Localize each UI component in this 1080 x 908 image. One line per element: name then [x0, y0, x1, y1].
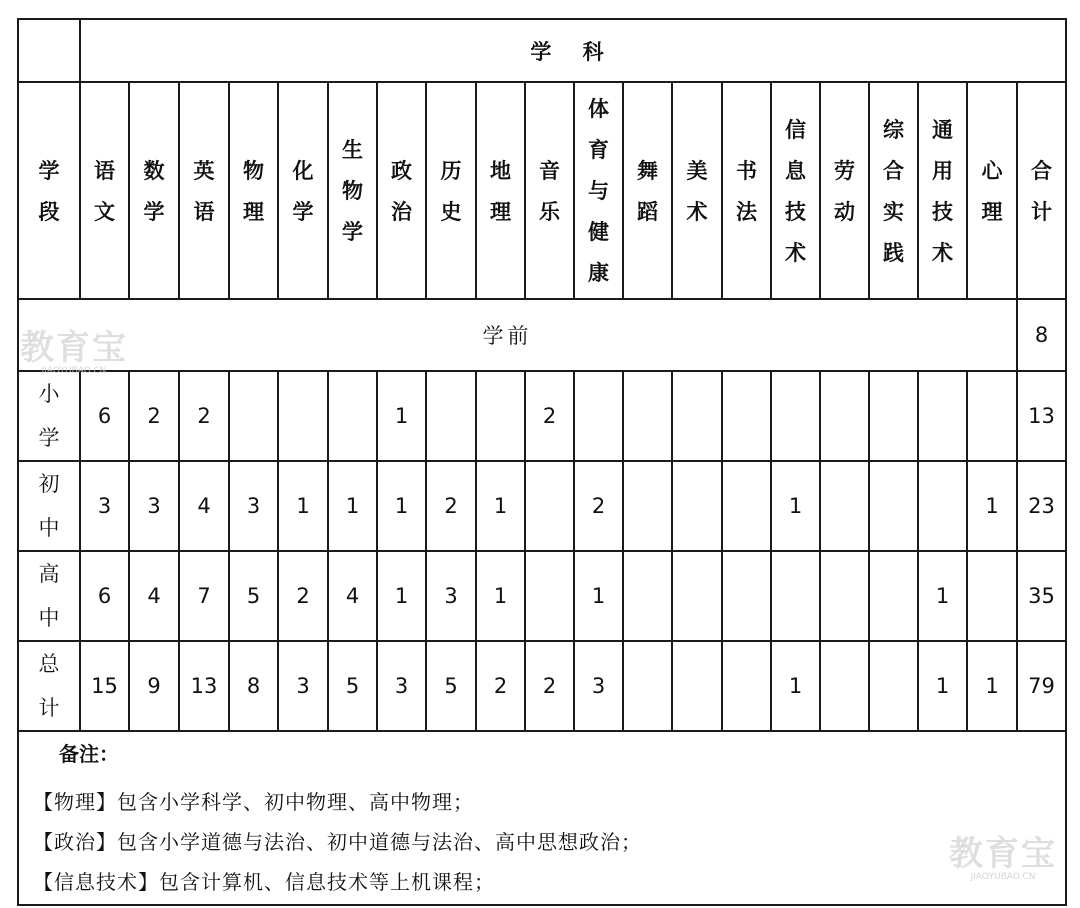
table-cell — [672, 461, 722, 551]
subject-header — [722, 82, 771, 299]
table-cell — [623, 641, 672, 731]
table-cell — [771, 371, 820, 461]
table-cell: 1 — [377, 371, 426, 461]
table-cell: 2 — [129, 371, 179, 461]
stage-header — [18, 82, 80, 299]
subject-header — [672, 82, 722, 299]
table-cell: 2 — [278, 551, 328, 641]
stage-cell — [18, 461, 80, 551]
table-title: 学 科 — [80, 19, 1066, 82]
subject-header — [967, 82, 1017, 299]
table-cell — [328, 371, 377, 461]
note-line: 【信息技术】包含计算机、信息技术等上机课程； — [33, 870, 495, 894]
subject-header — [525, 82, 574, 299]
table-cell: 1 — [476, 461, 525, 551]
table-cell: 3 — [426, 551, 476, 641]
table-cell — [967, 551, 1017, 641]
table-cell — [722, 461, 771, 551]
table-cell: 6 — [80, 551, 129, 641]
watermark-domain: JIAOYUBAO.CN — [970, 872, 1036, 882]
table-cell: 5 — [426, 641, 476, 731]
notes-cell — [18, 731, 1066, 905]
table-cell — [869, 371, 918, 461]
table-cell — [771, 551, 820, 641]
watermark-brand: 教育宝 — [20, 328, 128, 368]
table-cell: 2 — [525, 641, 574, 731]
subject-header-label: 舞蹈 — [637, 157, 658, 224]
table-cell: 6 — [80, 371, 129, 461]
table-cell — [869, 551, 918, 641]
subject-header — [623, 82, 672, 299]
stage-cell — [18, 641, 80, 731]
subject-header-label: 体育与健康 — [588, 96, 609, 285]
table-cell — [426, 371, 476, 461]
subject-header — [574, 82, 623, 299]
table-cell: 1 — [771, 641, 820, 731]
table-cell — [722, 641, 771, 731]
subject-header-label: 音乐 — [539, 157, 560, 224]
subject-header-label: 语文 — [94, 157, 115, 224]
watermark-brand: 教育宝 — [949, 834, 1057, 874]
subject-header-label: 地理 — [490, 157, 511, 224]
table-cell: 2 — [476, 641, 525, 731]
table-cell: 1 — [377, 461, 426, 551]
table-cell — [869, 461, 918, 551]
preschool-row — [18, 299, 1066, 371]
subject-header — [377, 82, 426, 299]
table-cell: 4 — [179, 461, 229, 551]
subject-header — [179, 82, 229, 299]
table-cell — [672, 641, 722, 731]
table-cell: 1 — [328, 461, 377, 551]
table-cell — [820, 371, 869, 461]
subject-header-label: 英语 — [193, 157, 215, 224]
subject-header-label: 历史 — [440, 157, 462, 224]
subject-header — [771, 82, 820, 299]
table-row — [18, 551, 1066, 641]
table-cell: 1 — [967, 461, 1017, 551]
table-cell — [820, 461, 869, 551]
table-cell: 2 — [574, 461, 623, 551]
subject-header-label: 政治 — [391, 157, 412, 224]
subject-header-label: 合计 — [1031, 157, 1052, 224]
table-cell — [623, 371, 672, 461]
table-cell: 5 — [328, 641, 377, 731]
subject-header-label: 心理 — [981, 157, 1003, 224]
table-cell: 23 — [1017, 461, 1066, 551]
stage-cell — [18, 371, 80, 461]
stage-cell — [18, 551, 80, 641]
stage-label: 小学 — [38, 382, 60, 450]
subject-header — [426, 82, 476, 299]
table-cell: 13 — [1017, 371, 1066, 461]
table-cell: 3 — [129, 461, 179, 551]
table-cell: 1 — [377, 551, 426, 641]
table-cell — [967, 371, 1017, 461]
notes-row — [18, 731, 1066, 905]
subject-header-label: 综合实践 — [883, 116, 904, 265]
table-cell: 3 — [377, 641, 426, 731]
table-cell: 7 — [179, 551, 229, 641]
table-cell — [525, 461, 574, 551]
watermark-right — [946, 836, 1060, 882]
notes-title: 备注： — [59, 742, 119, 766]
table-cell: 1 — [278, 461, 328, 551]
table-cell — [525, 551, 574, 641]
table-row — [18, 461, 1066, 551]
table-cell: 9 — [129, 641, 179, 731]
table-cell: 3 — [229, 461, 278, 551]
subject-header — [229, 82, 278, 299]
table-cell: 8 — [229, 641, 278, 731]
table-cell — [229, 371, 278, 461]
stage-label: 初中 — [38, 472, 60, 540]
table-cell — [918, 461, 967, 551]
subject-header — [918, 82, 967, 299]
preschool-total: 8 — [1017, 299, 1066, 371]
table-row — [18, 641, 1066, 731]
subject-header-label: 化学 — [292, 157, 314, 224]
watermark-left — [18, 330, 130, 376]
table-cell — [278, 371, 328, 461]
subject-header-label: 通用技术 — [932, 116, 953, 265]
table-cell: 3 — [80, 461, 129, 551]
stage-header-label: 学段 — [38, 157, 60, 224]
table-cell: 1 — [918, 641, 967, 731]
subject-header — [80, 82, 129, 299]
table-cell: 1 — [967, 641, 1017, 731]
subject-header-label: 书法 — [736, 157, 757, 224]
subject-header — [476, 82, 525, 299]
table-cell: 3 — [278, 641, 328, 731]
watermark-domain: JIAOYUBAO.CN — [41, 366, 107, 376]
table-cell — [722, 371, 771, 461]
table-cell: 13 — [179, 641, 229, 731]
table-cell: 1 — [574, 551, 623, 641]
subject-header-label: 美术 — [686, 157, 708, 224]
table-row — [18, 371, 1066, 461]
subject-header — [869, 82, 918, 299]
table-cell: 35 — [1017, 551, 1066, 641]
table-cell — [672, 371, 722, 461]
subject-header — [129, 82, 179, 299]
preschool-label: 学前 — [18, 299, 1017, 371]
table-cell: 5 — [229, 551, 278, 641]
table-cell: 2 — [525, 371, 574, 461]
table-cell: 1 — [771, 461, 820, 551]
subject-header-label: 数学 — [143, 157, 165, 224]
table-cell: 2 — [179, 371, 229, 461]
table-cell: 3 — [574, 641, 623, 731]
table-cell — [820, 551, 869, 641]
subject-header-label: 物理 — [243, 157, 264, 224]
stage-label: 总计 — [38, 652, 60, 720]
table-cell — [869, 641, 918, 731]
table-cell: 15 — [80, 641, 129, 731]
subject-header-row — [18, 82, 1066, 299]
table-cell: 2 — [426, 461, 476, 551]
table-cell — [918, 371, 967, 461]
table-cell — [820, 641, 869, 731]
table-cell: 79 — [1017, 641, 1066, 731]
table-cell — [623, 461, 672, 551]
subject-header — [820, 82, 869, 299]
table-cell: 1 — [918, 551, 967, 641]
subject-header — [278, 82, 328, 299]
note-line: 【物理】包含小学科学、初中物理、高中物理； — [33, 790, 474, 814]
subject-header-label: 生物学 — [342, 137, 363, 244]
note-line: 【政治】包含小学道德与法治、初中道德与法治、高中思想政治； — [33, 830, 642, 854]
corner-cell — [18, 19, 80, 82]
subject-header-label: 信息技术 — [785, 116, 806, 265]
table-cell — [722, 551, 771, 641]
table-cell — [672, 551, 722, 641]
table-cell: 1 — [476, 551, 525, 641]
subject-header-label: 劳动 — [834, 157, 855, 224]
title-row — [18, 19, 1066, 82]
subject-header — [1017, 82, 1066, 299]
table-cell: 4 — [129, 551, 179, 641]
stage-label: 高中 — [38, 562, 60, 630]
subject-header — [328, 82, 377, 299]
table-cell — [574, 371, 623, 461]
table-cell — [476, 371, 525, 461]
table-cell: 4 — [328, 551, 377, 641]
subject-table — [17, 18, 1067, 906]
table-cell — [623, 551, 672, 641]
